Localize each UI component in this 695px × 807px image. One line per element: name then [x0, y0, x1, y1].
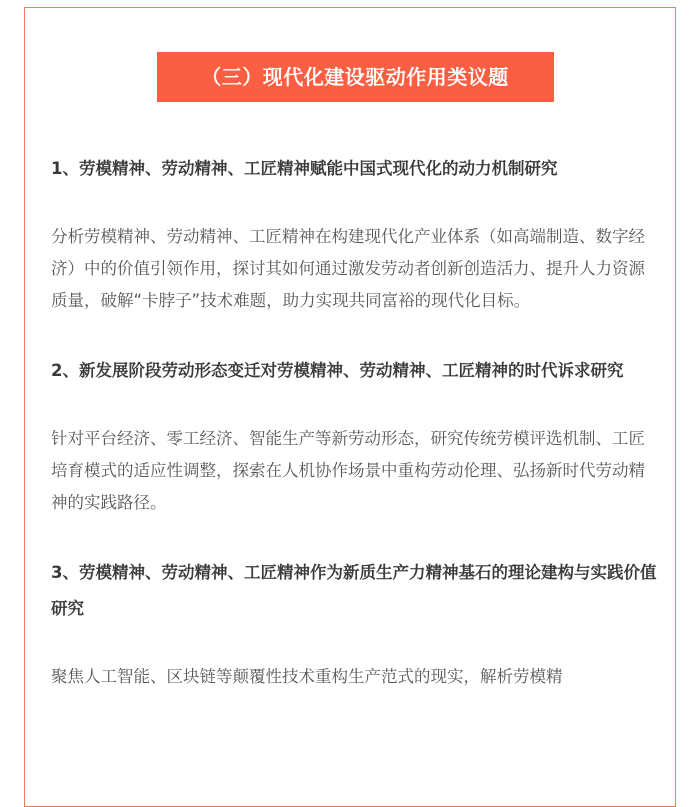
item-2-heading: 2、新发展阶段劳动形态变迁对劳模精神、劳动精神、工匠精神的时代诉求研究: [51, 361, 624, 380]
section-banner: （三）现代化建设驱动作用类议题: [157, 52, 554, 102]
item-3-heading: 3、劳模精神、劳动精神、工匠精神作为新质生产力精神基石的理论建构与实践价值研究: [51, 563, 657, 618]
article-content: [51, 52, 659, 693]
item-3-body: 聚焦人工智能、区块链等颠覆性技术重构生产范式的现实，解析劳模精: [51, 667, 563, 686]
section-banner-wrap: [51, 52, 659, 102]
article-frame: [24, 7, 676, 807]
item-1-body: 分析劳模精神、劳动精神、工匠精神在构建现代化产业体系（如高端制造、数字经济）中的价值引领作用，探讨其如何通过激发劳动者创新创造活力、提升人力资源质量，破解“卡脖子”技术难题，助力实现共同富裕的现代化目标。: [51, 227, 645, 310]
item-2-body: 针对平台经济、零工经济、智能生产等新劳动形态，研究传统劳模评选机制、工匠培育模式的适应性调整，探索在人机协作场景中重构劳动伦理、弘扬新时代劳动精神的实践路径。: [51, 429, 645, 512]
item-1-heading: 1、劳模精神、劳动精神、工匠精神赋能中国式现代化的动力机制研究: [51, 159, 558, 178]
